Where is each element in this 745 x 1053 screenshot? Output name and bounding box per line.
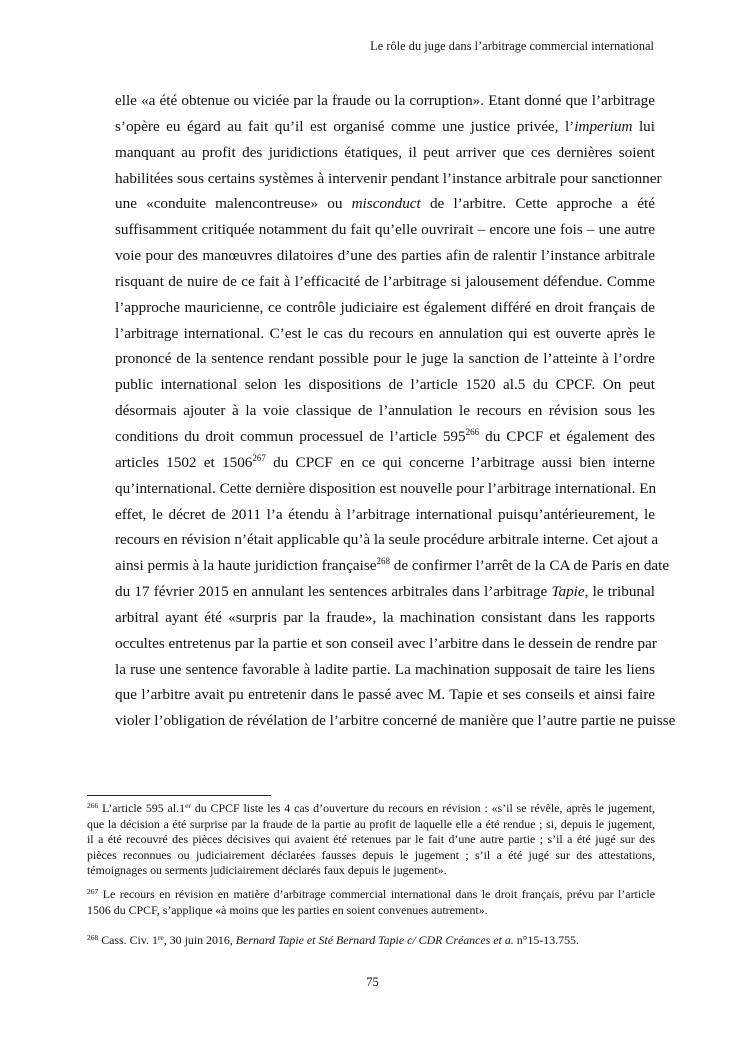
body-line: effet, le décret de 2011 l’a étendu à l’arbitrage international puisqu’antérieurement, le [115,505,655,523]
footnote-marker: 266 [87,801,99,810]
footnote-ref-266[interactable]: 266 [465,426,480,437]
body-line: habilitées sous certains systèmes à intervenir pendant l’instance arbitrale pour sanctionner [115,169,662,187]
footnote-line: $^{268}$ Cass. Civ. 1re, 30 juin 2016, Bernard Tapie et Sté Bernard Tapie c/ CDR Créances et a. n°15-13.755. [87,933,579,947]
footnote-marker: 267 [87,887,99,896]
body-line: risquant de nuire de ce fait à l’efficacité de l’arbitrage si jalousement défendue. Comme [115,272,655,290]
body-line: public international selon les dispositions de l’article 1520 al.5 du CPCF. On peut [115,376,655,394]
body-line: l’arbitrage international. C’est le cas du recours en annulation qui est ouverte après le [115,324,655,342]
running-header: Le rôle du juge dans l’arbitrage commercial international [370,39,654,53]
body-line: violer l’obligation de révélation de l’arbitre concerné de manière que l’autre partie ne puisse [115,712,676,730]
page-number: 75 [366,975,379,989]
footnote-line: 1506 du CPCF, s’applique «à moins que les parties en soient convenues autrement». [87,902,488,917]
body-line: occultes entretenus par la partie et son conseil avec l’arbitre dans le dessein de rendre par [115,634,657,652]
body-line: voie pour des manœuvres dilatoires d’une des parties afin de ralentir l’instance arbitrale [115,247,655,265]
body-line: ainsi permis à la haute juridiction française$^{268}$ de confirmer l’arrêt de la CA de Paris en date [115,556,670,575]
body-line: l’approche mauricienne, ce contrôle judiciaire est également différé en droit français de [115,298,655,316]
body-line: qu’international. Cette dernière disposition est nouvelle pour l’arbitrage international. En [115,479,657,497]
body-line: la ruse une sentence favorable à ladite partie. La machination supposait de taire les liens [115,660,655,678]
footnote-line: $^{267}$ Le recours en révision en matière d’arbitrage commercial international dans le droit français, prévu par l’article [87,887,655,901]
body-line: du 17 février 2015 en annulant les sentences arbitrales dans l’arbitrage Tapie, le tribunal [115,583,655,601]
body-line: une «conduite malencontreuse» ou misconduct de l’arbitre. Cette approche a été [115,195,655,213]
footnote-line: il a été recouvré des pièces décisives qui avaient été retenues par le fait d’une autre partie ; s’il a été jugé sur des [87,832,655,847]
footnote-ref-267[interactable]: 267 [252,452,266,463]
footnote-ref-268[interactable]: 268 [376,556,390,567]
footnote-line: $^{266}$ L’article 595 al.1er du CPCF liste les 4 cas d’ouverture du recours en révision : «s’il se révèle, après le jugement, [87,801,655,815]
body-line: désormais ajouter à la voie classique de l’annulation le recours en révision sous les [115,402,655,420]
body-line: prononcé de la sentence rendant possible pour le juge la sanction de l’atteinte à l’ordre [115,350,655,368]
body-line: manquant au profit des juridictions étatiques, il peut arriver que ces dernières soient [115,143,655,161]
body-line: articles 1502 et 1506$^{267}$ du CPCF en ce qui concerne l’arbitrage aussi bien interne [115,452,655,471]
body-line: recours en révision n’était applicable qu’à la seule procédure arbitrale interne. Cet ajout a [115,531,659,549]
body-text [115,88,676,734]
emphasis-misconduct: misconduct [351,195,421,213]
footnote-266 [87,801,655,879]
body-line: elle «a été obtenue ou viciée par la fraude ou la corruption». Etant donné que l’arbitrage [115,92,655,109]
footnote-line: témoignages ou serments judiciairement déclarés faux depuis le jugement». [87,863,447,878]
footnote-line: que la décision a été surprise par la fraude de la partie au profit de laquelle elle a été rendue ; si, depuis le jugement, [87,816,655,831]
body-line: s’opère eu égard au fait qu’il est organisé comme une justice privée, l’imperium lui [115,117,655,135]
body-line: conditions du droit commun processuel de l’article $595^{266}$ du CPCF et également des [115,426,655,445]
body-line: que l’arbitre avait pu entretenir dans le passé avec M. Tapie et ses conseils et ainsi faire [115,686,655,704]
body-line: arbitral ayant été «surpris par la fraude», la machination consistant dans les rapports [115,608,655,626]
case-name: Bernard Tapie et Sté Bernard Tapie c/ CDR Créances et a. [235,933,514,947]
footnote-268 [87,933,655,949]
emphasis-imperium: imperium [574,117,633,135]
emphasis-tapie: Tapie [551,583,585,601]
footnote-marker: 268 [87,933,99,942]
body-line: suffisamment critiquée notamment du fait qu’elle ouvrirait – encore une fois – une autre [115,221,655,239]
footnote-line: pièces reconnues ou judiciairement déclarées fausses depuis le jugement ; s’il a été jugé sur des attestations, [87,847,655,862]
footnote-267 [87,887,655,918]
footnote-separator [87,795,271,796]
